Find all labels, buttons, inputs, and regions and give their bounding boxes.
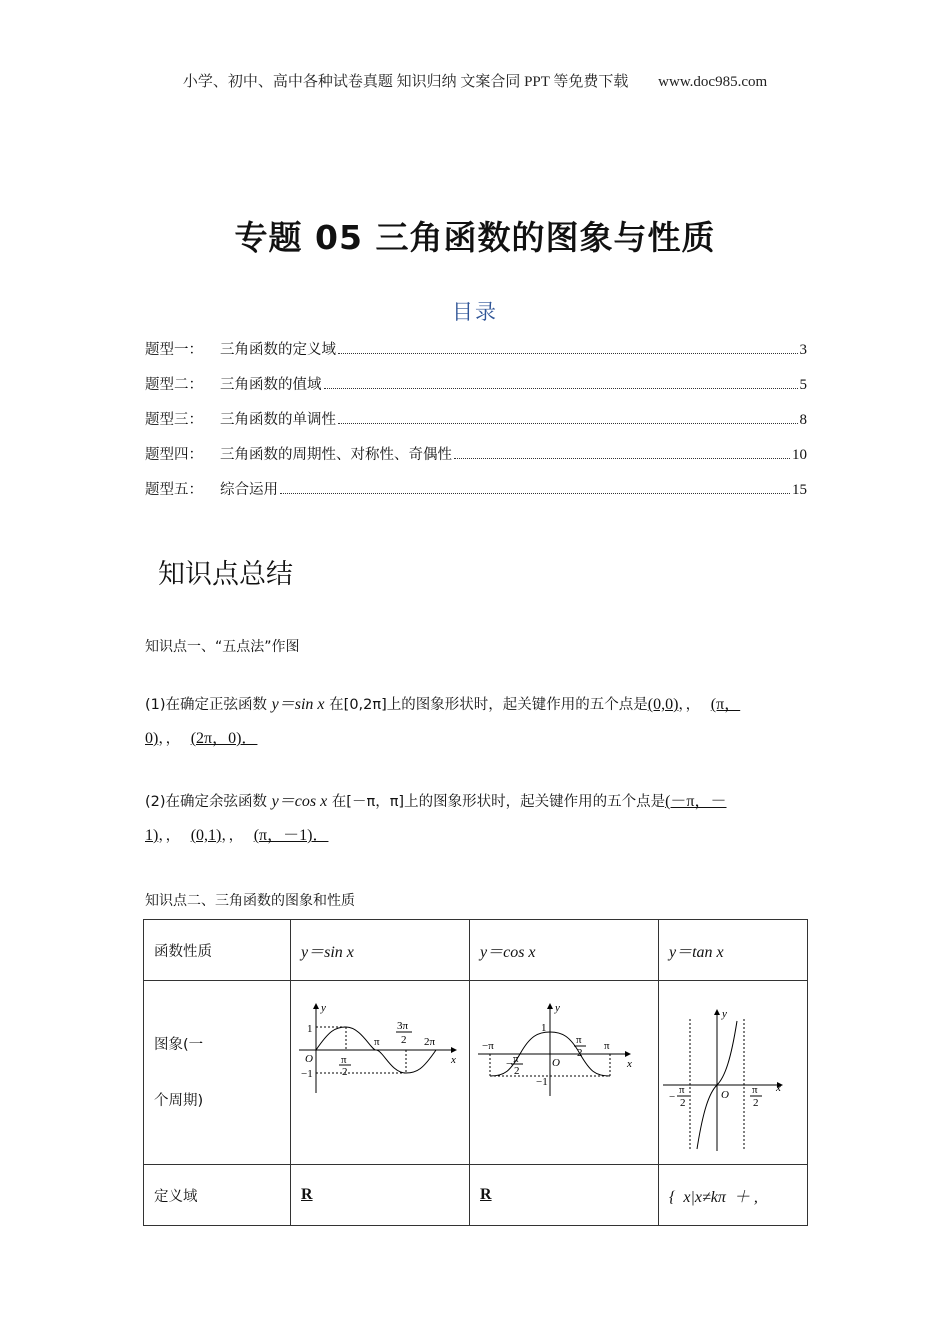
answer-blank: (π，－1)． (253, 827, 329, 844)
toc-page: 5 (799, 377, 807, 393)
toc-label: 题型二： (145, 377, 203, 393)
domain-value: R (480, 1186, 492, 1203)
table-row (144, 1165, 808, 1226)
x-label: x (776, 1082, 781, 1094)
toc-text: 三角函数的定义域 (220, 342, 336, 358)
function-header: y＝sin x (301, 943, 354, 961)
tick-label: −1 (301, 1068, 313, 1080)
x-label: x (451, 1054, 456, 1066)
properties-table (143, 919, 808, 1226)
table-header-cell (291, 920, 470, 981)
toc-leader (280, 492, 790, 494)
tick-label: 1 (541, 1022, 547, 1034)
tick-label: π (679, 1084, 685, 1096)
table-cell (291, 1165, 470, 1226)
text: ，， (678, 697, 701, 713)
domain-value: { x|x≠kπ ＋ , (669, 1188, 758, 1206)
tick-label: 2 (577, 1047, 583, 1059)
x-axis-arrow (451, 1047, 457, 1053)
tick-label: 2 (401, 1034, 407, 1046)
toc-page: 10 (792, 447, 807, 463)
table-header-cell: 函数性质 (144, 920, 291, 981)
x-label: x (627, 1058, 632, 1070)
toc-label: 题型五： (145, 482, 203, 498)
toc-text: 综合运用 (220, 482, 278, 498)
tick-label: π (513, 1053, 519, 1065)
y-label: y (555, 1002, 560, 1014)
origin-label: O (552, 1057, 560, 1069)
table-cell (659, 1165, 808, 1226)
table-cell (470, 981, 659, 1165)
text: ，， (158, 731, 181, 747)
page-header (0, 70, 950, 91)
text: 在[0,2π]上的图象形状时，起关键作用的五个点是 (324, 697, 648, 713)
x-axis-arrow (625, 1051, 631, 1057)
table-of-contents (145, 338, 807, 513)
table-cell: 定义域 (144, 1165, 291, 1226)
answer-blank: (0,1) (190, 827, 222, 844)
tick-label: π (341, 1054, 347, 1066)
tick-label: −π (482, 1040, 494, 1052)
tick-label: 1 (307, 1023, 313, 1035)
answer-blank: 1) (145, 827, 159, 844)
origin-label: O (721, 1089, 729, 1101)
text: ，， (158, 828, 181, 844)
header-text: 小学、初中、高中各种试卷真题 知识归纳 文案合同 PPT 等免费下载 (182, 74, 629, 90)
tick-label: π (604, 1040, 610, 1052)
toc-label: 题型三： (145, 412, 203, 428)
toc-page: 3 (799, 342, 807, 358)
function-name: y＝cos x (271, 793, 328, 810)
tick-label: π (576, 1034, 582, 1046)
answer-blank: (－π，－ (665, 793, 727, 810)
graph-label-line: 图象(一 (154, 1036, 204, 1053)
y-axis-arrow (547, 1003, 553, 1009)
tangent-graph (659, 981, 807, 1164)
sine-graph (291, 981, 469, 1164)
toc-label: 题型四： (145, 447, 203, 463)
toc-text: 三角函数的单调性 (220, 412, 336, 428)
y-label: y (722, 1008, 727, 1020)
text: (1)在确定正弦函数 (145, 697, 272, 713)
cosine-graph (470, 981, 658, 1164)
toc-heading: 目录 (452, 300, 498, 324)
tick-label: 3π (397, 1020, 409, 1032)
toc-page: 15 (792, 482, 807, 498)
table-header-cell (470, 920, 659, 981)
tick-label: − (506, 1058, 513, 1070)
tick-label: 2π (424, 1036, 436, 1048)
page-title: 专题 05 三角函数的图象与性质 (234, 218, 716, 257)
tick-label: 2 (514, 1065, 520, 1077)
text: ，， (221, 828, 244, 844)
section-title: 知识点总结 (158, 559, 293, 590)
kp2-heading: 知识点二、三角函数的图象和性质 (145, 893, 355, 909)
toc-text: 三角函数的值域 (220, 377, 322, 393)
toc-item[interactable] (145, 478, 807, 513)
table-cell (291, 981, 470, 1165)
table-cell (659, 981, 808, 1165)
answer-blank: (0,0) (647, 696, 679, 713)
y-axis-arrow (313, 1003, 319, 1009)
function-header: y＝tan x (669, 943, 724, 961)
toc-item[interactable] (145, 443, 807, 478)
toc-leader (338, 352, 798, 354)
table-cell (144, 981, 291, 1165)
answer-blank: (2π，0)． (190, 730, 258, 747)
toc-item[interactable] (145, 373, 807, 408)
header-site[interactable]: www.doc985.com (658, 74, 768, 90)
toc-item[interactable] (145, 338, 807, 373)
toc-leader (324, 387, 798, 389)
graph-label-line: 个周期) (154, 1092, 204, 1109)
table-header-cell (659, 920, 808, 981)
tick-label: −1 (536, 1076, 548, 1088)
tick-label: 2 (680, 1097, 686, 1109)
tick-label: π (752, 1084, 758, 1096)
kp1-heading: 知识点一、“五点法”作图 (145, 639, 300, 655)
answer-blank: (π， (710, 696, 741, 713)
tick-label: π (374, 1036, 380, 1048)
toc-text: 三角函数的周期性、对称性、奇偶性 (220, 447, 452, 463)
function-header: y＝cos x (480, 943, 536, 961)
table-cell (470, 1165, 659, 1226)
kp1-paragraph-2 (145, 790, 807, 858)
text: (2)在确定余弦函数 (145, 794, 272, 810)
toc-leader (338, 422, 798, 424)
toc-leader (454, 457, 790, 459)
tick-label: 2 (753, 1097, 759, 1109)
y-axis-arrow (714, 1009, 720, 1015)
tick-label: − (669, 1091, 676, 1103)
toc-page: 8 (799, 412, 807, 428)
origin-label: O (305, 1053, 313, 1065)
table-row (144, 920, 808, 981)
text: 在[－π，π]上的图象形状时，起关键作用的五个点是 (327, 794, 666, 810)
domain-value: R (301, 1186, 313, 1203)
kp1-paragraph-1 (145, 693, 807, 761)
function-name: y＝sin x (271, 696, 325, 713)
answer-blank: 0) (145, 730, 159, 747)
toc-item[interactable] (145, 408, 807, 443)
toc-label: 题型一： (145, 342, 203, 358)
y-label: y (321, 1002, 326, 1014)
tick-label: 2 (342, 1066, 348, 1078)
table-row (144, 981, 808, 1165)
